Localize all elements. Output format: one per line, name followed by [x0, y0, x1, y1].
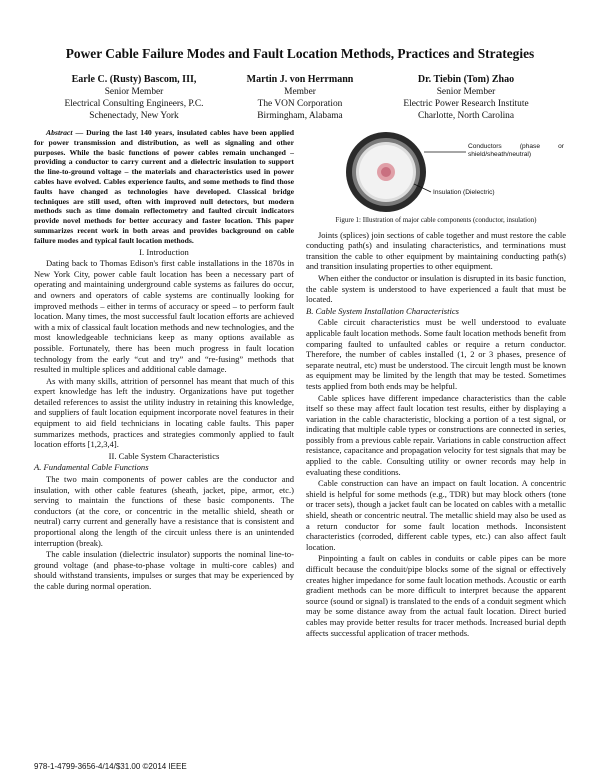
cable-cross-section-image	[306, 128, 566, 214]
author-name: Earle C. (Rusty) Bascom, III,	[71, 74, 197, 85]
abstract-label: Abstract	[46, 128, 73, 137]
paragraph: Cable splices have different impedance characteristics than the cable itself so these may affect fault location test results, either by displaying a variation in the cable characteristic, blocking a portion of a test signal, or indicating that multiple cable types or constructions are connected in series, possibly from a previous cable repair. Variations in cable construction affect resistance, capacitance and propagation velocity for test signals that may be applied to the cable. Consulting utility or owner records may help in evaluating these conditions.	[306, 392, 566, 477]
paragraph: When either the conductor or insulation is disrupted in its basic function, the cable system is understood to have experienced a fault that must be located.	[306, 272, 566, 305]
figure-cable-illustration	[306, 128, 566, 214]
paper-title: Power Cable Failure Modes and Fault Location Methods, Practices and Strategies	[65, 46, 535, 61]
paragraph: The cable insulation (dielectric insulator) supports the nominal line-to-ground voltage (and phase-to-phase voltage in multi-core cables) and should withstand transients, impulses or surges that may be experienced by the cable during normal operation.	[34, 549, 294, 591]
author-role: Senior Member	[104, 87, 164, 97]
author-org: Electrical Consulting Engineers, P.C.	[64, 99, 204, 109]
author-org: The VON Corporation	[257, 99, 343, 109]
subsection-heading-fundamental: A. Fundamental Cable Functions	[34, 462, 149, 473]
right-column	[306, 128, 566, 639]
author-role: Member	[284, 87, 316, 97]
figure-label-insulation: Insulation (Dielectric)	[433, 189, 495, 196]
abstract-text: — During the last 140 years, insulated cables have been applied for power transmission and distribution, as well as signaling and other purposes. While the basic functions of power cables remain unchanged – providing a conductor to carry current and a dielectric insulation to support the line-to-ground voltage – the materials and characteristics used in power cables have evolved. Cables experience faults, and some methods to find those faults have changed as technologies have developed. Classical bridge techniques are still used, often with improved null detectors, but modern methods such as time domain reflectometry and faulted circuit indicators provide novel methods for better accuracy and faster location. This paper summarizes recent work in both areas and provides background on cable failure modes and typical fault location methods.	[34, 128, 294, 245]
author-location: Schenectady, New York	[89, 111, 179, 121]
left-column	[34, 128, 294, 593]
author-org: Electric Power Research Institute	[403, 99, 529, 109]
paragraph: Cable construction can have an impact on fault location. A concentric shield is helpful for some methods (e.g., TDR) but may block others (tone or tracer sets), though a jacket fault can be located on cables with a metallic shield, sheath or concentric neutral. The metallic shield may also be used as a return conductor for some fault location methods. Inconsistent characteristics (corroded, different cable types, etc.) can also affect fault location.	[306, 478, 566, 552]
author-role: Senior Member	[436, 87, 496, 97]
author-location: Birmingham, Alabama	[257, 111, 343, 121]
section-heading-introduction: I. Introduction	[139, 246, 189, 257]
section-heading-characteristics: II. Cable System Characteristics	[108, 450, 220, 461]
figure-label-conductors: Conductors (phase or shield/sheath/neutral)	[468, 143, 564, 158]
author-name: Martin J. von Herrmann	[246, 74, 354, 85]
paragraph: As with many skills, attrition of personnel has meant that much of this expert knowledge has left the industry. Organizations have put together detailed references to assist the utility industry in retaining this knowledge, and suppliers of fault location equipment incorporate novel features in their equipment to aid field technicians in locating cable faults. This paper summarizes methods, practices and strategies commonly applied to fault location efforts [1,2,3,4].	[34, 375, 294, 450]
author-name: Dr. Tiebin (Tom) Zhao	[417, 74, 515, 85]
paragraph: Cable circuit characteristics must be well understood to evaluate applicable fault location methods. Some fault location methods benefit from comparing faulted to unfaulted cables or require a return conductor. Therefore, the number of cables installed (1, 2 or 3 phases, presence of separate neutral, etc) must be understood. The circuit length must be known as equipment may be limited by the length that may be tested. Sometimes tests applied from both ends may be helpful.	[306, 317, 566, 391]
abstract	[34, 128, 294, 246]
paragraph: Joints (splices) join sections of cable together and must restore the cable conducting path(s) and insulating characteristics, and terminations must transition the cable to other equipment by maintaining conducting path(s) and transition insulating properties to other equipment.	[306, 229, 566, 272]
author-3	[366, 74, 566, 122]
subsection-heading-installation: B. Cable System Installation Characteristics	[306, 305, 460, 316]
paragraph: Pinpointing a fault on cables in conduits or cable pipes can be more difficult because the conduit/pipe blocks some of the signal or effectively creates higher impedance for some fault location methods. Acoustic or earth gradient methods can be more difficult to interpret because the apparent source (sound or signal) is translated to the ends of a conduit segment which may be some distance away from the actual fault location. Direct buried cables may provide better results for tracer methods. Increased burial depth affects successful application of tracer methods.	[306, 553, 566, 638]
author-location: Charlotte, North Carolina	[417, 111, 515, 121]
paragraph: The two main components of power cables are the conductor and insulation, with other cable features (sheath, jacket, pipe, armor, etc.) serving to maintain the functions of these basic components. The conductors (at the core, or concentric in the metallic shield, sheath or neutral) carry current and generally have a resistance that is consistent and proportional along the length of the circuit unless there is an unintended interruption (break).	[34, 474, 294, 548]
figure-caption: Figure 1: Illustration of major cable components (conductor, insulation)	[335, 216, 537, 224]
copyright-footer: 978-1-4799-3656-4/14/$31.00 ©2014 IEEE	[34, 762, 187, 771]
paragraph: Dating back to Thomas Edison's first cable installations in the 1870s in New York City, power cable fault location has been a necessary part of operating and maintaining underground cable systems as failures do occur, and owners and operators of cable systems are continually looking for improved methods – either in terms of accuracy or speed – to perform fault location. Many times, the most successful fault location efforts are achieved with a mix of classical fault location methods and new technologies, and the most knowledgeable technicians keep as many options available as possible. Fortunately, there has been much progress in fault location technology from the early “cut and try” and “re-fusing” methods that resulted in multiple splices and additional cable damage.	[34, 258, 294, 375]
